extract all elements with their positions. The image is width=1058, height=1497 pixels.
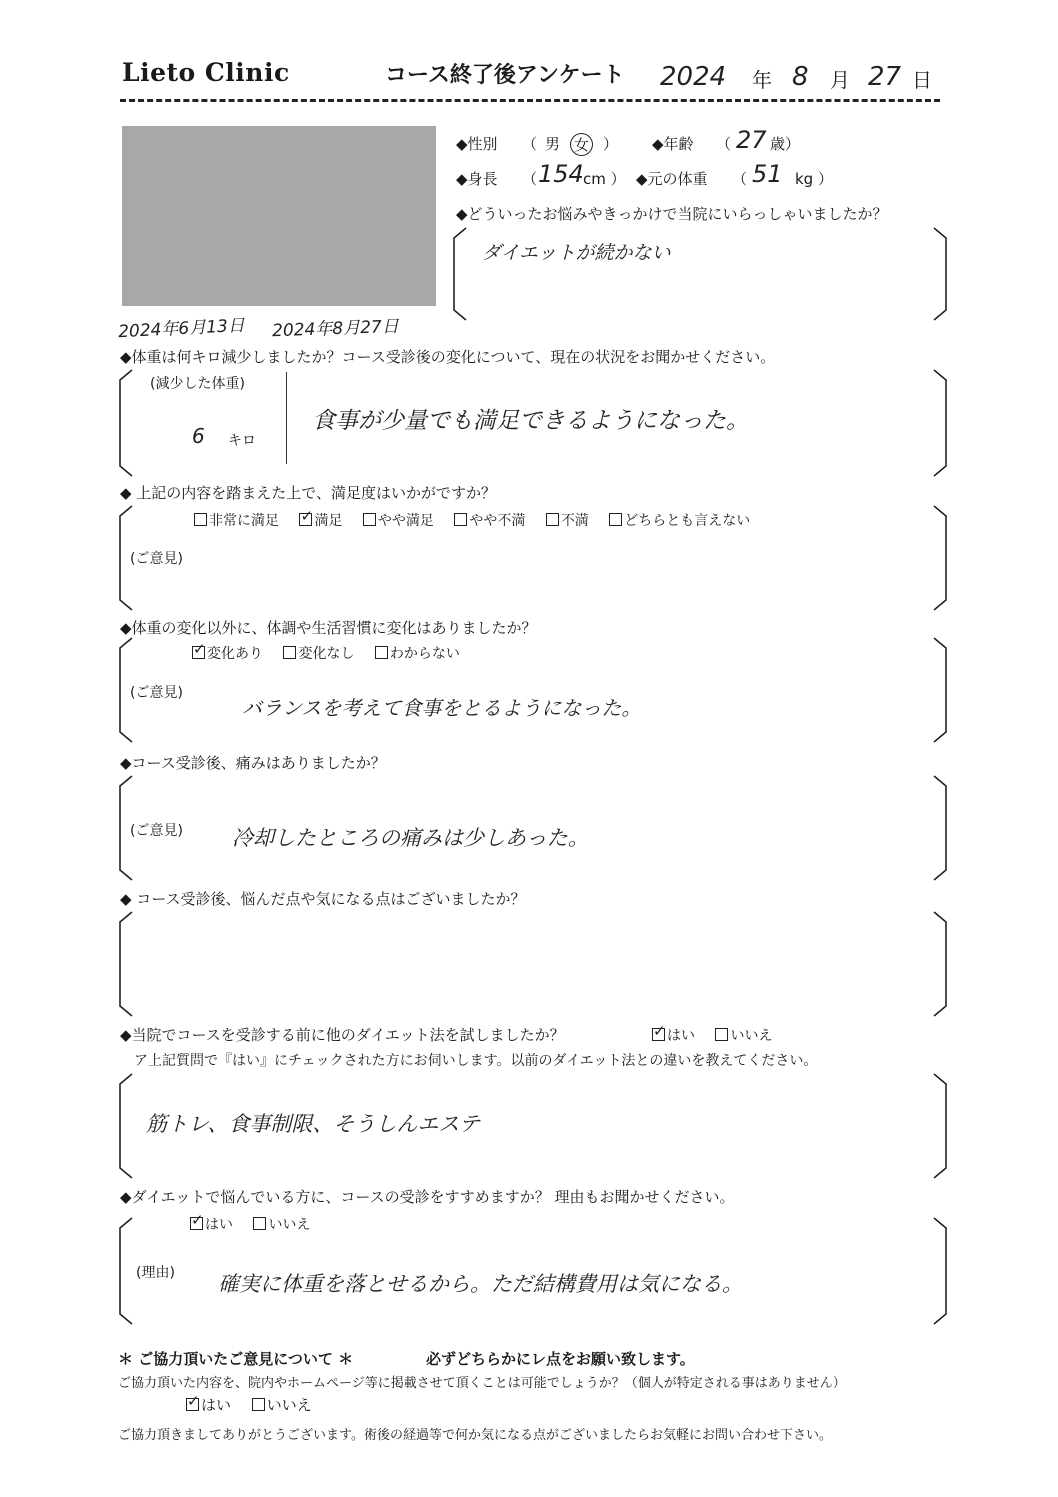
date-day: 27: [868, 62, 902, 92]
form-title: コース終了後アンケート: [385, 63, 625, 88]
option-changed[interactable]: ✓変化あり: [192, 646, 263, 662]
body-photo: [122, 126, 436, 306]
option-satisfied[interactable]: ✓ 満足: [299, 513, 342, 529]
weight-unit: kg ）: [795, 170, 833, 188]
gender-male[interactable]: 男: [545, 135, 561, 153]
checkbox-checked-icon[interactable]: [299, 513, 312, 526]
checkbox-checked-icon[interactable]: [652, 1028, 665, 1041]
photo-date-before: 2024年6月13日: [117, 315, 246, 343]
header-divider: [120, 99, 940, 102]
consent-options: [186, 1394, 328, 1415]
change-question: ◆体重の変化以外に、体調や生活習慣に変化はありましたか？: [120, 619, 537, 637]
checkbox-icon[interactable]: [252, 1398, 265, 1411]
recommend-answer: 確実に体重を落とせるから。ただ結構費用は気になる。: [218, 1272, 743, 1296]
weight-label: ◆元の体重: [636, 170, 708, 188]
weight-lost-unit: キロ: [228, 433, 256, 449]
consent-question: ご協力頂いた内容を、院内やホームページ等に掲載させて頂くことは可能でしょうか？（個人が特定される事はありません）: [118, 1376, 846, 1391]
prior-answer: 筋トレ、食事制限、そうしんエステ: [146, 1112, 480, 1136]
height-unit: cm ）: [583, 170, 626, 188]
photo-date-after: 2024年8月27日: [271, 316, 400, 342]
gender-label: ◆性別: [456, 135, 498, 153]
option-somewhat-dissatisfied[interactable]: やや不満: [454, 513, 525, 529]
prior-question: ◆当院でコースを受診する前に他のダイエット法を試しましたか？: [120, 1026, 565, 1044]
option-very-satisfied[interactable]: 非常に満足: [194, 513, 279, 529]
recommend-reason-label: (理由): [136, 1265, 175, 1281]
satisfaction-options: [194, 510, 766, 530]
checkbox-checked-icon[interactable]: [186, 1398, 199, 1411]
checkbox-icon[interactable]: [363, 513, 376, 526]
gender-paren-open: （: [522, 135, 538, 153]
satisfaction-question: ◆ 上記の内容を踏まえた上で、満足度はいかがですか？: [120, 484, 497, 502]
option-no-change[interactable]: 変化なし: [283, 646, 354, 662]
trigger-question: ◆どういったお悩みやきっかけで当院にいらっしゃいましたか？: [456, 205, 888, 223]
month-unit: 月: [830, 68, 850, 92]
change-opinion-label: (ご意見): [130, 685, 183, 701]
option-unknown[interactable]: わからない: [375, 646, 460, 662]
option-somewhat-satisfied[interactable]: やや満足: [363, 513, 434, 529]
height-label: ◆身長: [456, 170, 498, 188]
consent-option-no[interactable]: いいえ: [252, 1396, 312, 1414]
option-neither[interactable]: どちらとも言えない: [609, 513, 750, 529]
age-paren-open: （: [716, 135, 732, 153]
gender-paren-close: ）: [603, 135, 619, 153]
age-value[interactable]: 27: [736, 126, 767, 154]
prior-option-yes[interactable]: ✓ はい: [652, 1028, 695, 1044]
concern-question: ◆ コース受診後、悩んだ点や気になる点はございましたか？: [120, 890, 526, 908]
weight-paren-open: （: [732, 170, 748, 188]
recommend-question: ◆ダイエットで悩んでいる方に、コースの受診をすすめますか？ 理由もお聞かせください。: [120, 1188, 735, 1206]
prior-options: [652, 1025, 788, 1045]
footer-heading: ＊ ご協力頂いたご意見について ＊: [118, 1350, 354, 1368]
checkbox-icon[interactable]: [715, 1028, 728, 1041]
clinic-logo: Lieto Clinic: [122, 58, 290, 87]
date-month: 8: [792, 62, 809, 92]
weight-lost-value[interactable]: 6: [192, 424, 205, 448]
date-year: 2024: [660, 62, 727, 92]
age-unit: 歳）: [770, 135, 801, 153]
consent-option-yes[interactable]: ✓はい: [186, 1396, 231, 1414]
weight-divider: [286, 372, 287, 464]
checkbox-icon[interactable]: [375, 646, 388, 659]
trigger-answer: ダイエットが続かない: [482, 242, 671, 264]
age-label: ◆年齢: [652, 135, 694, 153]
height-paren-open: （: [522, 170, 538, 188]
checkbox-icon[interactable]: [194, 513, 207, 526]
satisfaction-opinion-label: (ご意見): [130, 551, 183, 567]
option-dissatisfied[interactable]: 不満: [546, 513, 589, 529]
checkbox-icon[interactable]: [283, 646, 296, 659]
recommend-option-no[interactable]: いいえ: [253, 1217, 310, 1233]
footer-thanks: ご協力頂きましてありがとうございます。術後の経過等で何か気になる点がございましたらお気軽にお問い合わせ下さい。: [118, 1428, 832, 1443]
checkbox-icon[interactable]: [609, 513, 622, 526]
change-answer: バランスを考えて食事をとるようになった。: [242, 696, 642, 720]
day-unit: 日: [912, 68, 932, 92]
year-unit: 年: [752, 68, 772, 92]
pain-answer: 冷却したところの痛みは少しあった。: [232, 826, 589, 850]
checkbox-icon[interactable]: [546, 513, 559, 526]
concern-box[interactable]: [118, 910, 948, 1018]
pain-question: ◆コース受診後、痛みはありましたか？: [120, 754, 386, 772]
weight-value[interactable]: 51: [752, 160, 783, 188]
height-value[interactable]: 154: [538, 160, 584, 188]
gender-female[interactable]: 女: [570, 133, 593, 156]
footer-required: 必ずどちらかにレ点をお願い致します。: [426, 1350, 695, 1368]
prior-followup: ア上記質問で『はい』にチェックされた方にお伺いします。以前のダイエット法との違いを教えてください。: [134, 1053, 818, 1069]
weight-answer: 食事が少量でも満足できるようになった。: [312, 408, 749, 434]
weight-question: ◆体重は何キロ減少しましたか？コース受診後の変化について、現在の状況をお聞かせください。: [120, 348, 776, 366]
checkbox-checked-icon[interactable]: [192, 646, 205, 659]
checkbox-icon[interactable]: [454, 513, 467, 526]
weight-lost-label: (減少した体重): [150, 376, 245, 392]
prior-option-no[interactable]: いいえ: [715, 1028, 772, 1044]
pain-opinion-label: (ご意見): [130, 823, 183, 839]
change-options: [192, 643, 476, 663]
recommend-option-yes[interactable]: ✓はい: [190, 1217, 233, 1233]
